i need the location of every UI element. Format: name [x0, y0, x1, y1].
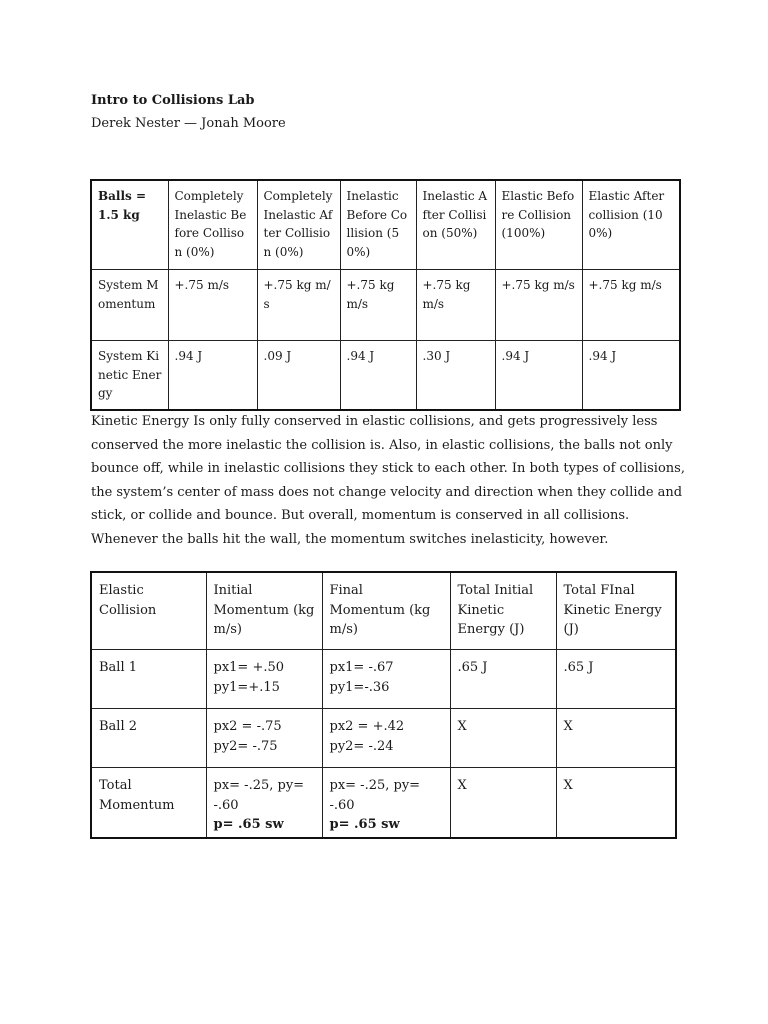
table-cell	[206, 709, 322, 768]
table-header-row	[91, 572, 676, 650]
row-label: System Momentum	[91, 270, 168, 341]
row-label: Ball 1	[91, 650, 206, 709]
final-px: px1= -.67	[329, 660, 394, 675]
final-py: py2= -.24	[329, 738, 394, 754]
row-label: Ball 2	[91, 709, 206, 768]
final-components: px= -.25, py= -.60	[329, 778, 421, 813]
final-py: py1=-.36	[329, 679, 390, 695]
table-cell: X	[556, 768, 676, 838]
table-row	[91, 650, 676, 709]
initial-magnitude: p= .65 sw	[213, 817, 284, 832]
final-magnitude: p= .65 sw	[329, 817, 400, 832]
header-cell: Inelastic Before Collision (50%)	[340, 180, 416, 270]
table-cell: .94 J	[168, 341, 257, 411]
elastic-collision-table	[90, 571, 677, 839]
row-label: Total Momentum	[91, 768, 206, 838]
document-authors: Derek Nester — Jonah Moore	[91, 116, 286, 131]
initial-px: px1= +.50	[213, 660, 285, 675]
header-cell: Elastic After collision (100%)	[582, 180, 680, 270]
table-row	[91, 341, 680, 411]
table-row	[91, 768, 676, 838]
table-row	[91, 709, 676, 768]
table-cell: +.75 kg m/s	[340, 270, 416, 341]
header-cell: Balls = 1.5 kg	[91, 180, 168, 270]
collision-summary-table	[90, 179, 681, 411]
table-cell: +.75 kg m/s	[257, 270, 340, 341]
header-cell: Completely Inelastic Before Collison (0%)	[168, 180, 257, 270]
initial-components: px= -.25, py= -.60	[213, 778, 305, 813]
header-cell: Total Initial Kinetic Energy (J)	[450, 572, 556, 650]
table-header-row	[91, 180, 680, 270]
document-title: Intro to Collisions Lab	[91, 93, 255, 108]
initial-py: py2= -.75	[213, 738, 278, 754]
header-cell: Inelastic After Collision (50%)	[416, 180, 495, 270]
table-cell	[322, 709, 450, 768]
table-cell	[322, 768, 450, 838]
header-cell: Total FInal Kinetic Energy (J)	[556, 572, 676, 650]
table-cell: X	[556, 709, 676, 768]
table-cell: .94 J	[340, 341, 416, 411]
table-cell: .94 J	[582, 341, 680, 411]
table-cell: +.75 kg m/s	[416, 270, 495, 341]
table-cell: .30 J	[416, 341, 495, 411]
conclusion-paragraph: Kinetic Energy Is only fully conserved in elastic collisions, and gets progressively less conserved the more inelastic the collision is. Also, in elastic collisions, the balls not only bounce off, while in inelastic collisions they stick to each other. In both types of collisions, the system’s center of mass does not change velocity and direction when they collide and stick, or collide and bounce. But overall, momentum is conserved in all collisions. Whenever the balls hit the wall, the momentum switches inelasticity, however.	[91, 414, 685, 547]
header-cell: CompletelyInelastic After Collision (0%)	[257, 180, 340, 270]
row-label: System Kinetic Energy	[91, 341, 168, 411]
header-cell: Initial Momentum (kg m/s)	[206, 572, 322, 650]
table-row	[91, 270, 680, 341]
table-cell: X	[450, 768, 556, 838]
table-cell: .65 J	[450, 650, 556, 709]
table-cell	[206, 768, 322, 838]
table-cell: .65 J	[556, 650, 676, 709]
table-cell: +.75 kg m/s	[582, 270, 680, 341]
header-cell: Final Momentum (kg m/s)	[322, 572, 450, 650]
initial-py: py1=+.15	[213, 679, 280, 695]
header-cell: Elastic Collision	[91, 572, 206, 650]
table-cell: .09 J	[257, 341, 340, 411]
table-cell: .94 J	[495, 341, 582, 411]
table-cell	[322, 650, 450, 709]
table-cell: +.75 m/s	[168, 270, 257, 341]
table-cell: +.75 kg m/s	[495, 270, 582, 341]
table-cell: X	[450, 709, 556, 768]
initial-px: px2 = -.75	[213, 719, 282, 734]
final-px: px2 = +.42	[329, 719, 405, 734]
table-cell	[206, 650, 322, 709]
header-cell: Elastic Before Collision (100%)	[495, 180, 582, 270]
